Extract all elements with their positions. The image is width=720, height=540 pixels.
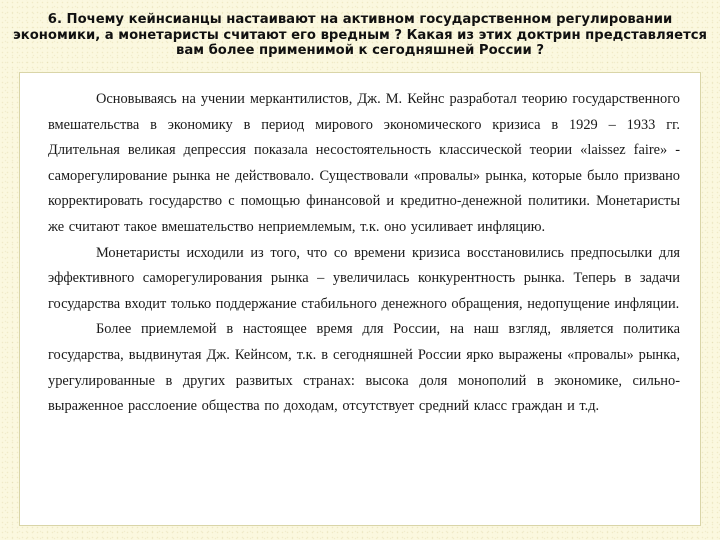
answer-paragraph-monetarists: Монетаристы исходили из того, что со времени кризиса восстановились предпосылки для эффективного саморегулирования рынка – увеличилась конкурентность рынка. Теперь в задачи государства входит только поддержание стабильного денежного обращения, недопущение инфляции. xyxy=(48,244,680,312)
slide-title: 6. Почему кейнсианцы настаивают на активном государственном регулировании экономики, а монетаристы считают его вредным ? Какая из этих доктрин представляется вам более применимой к сегодняшней России ? xyxy=(12,12,708,58)
answer-text-box xyxy=(19,72,701,526)
answer-paragraph-russia: Более приемлемой в настоящее время для России, на наш взгляд, является политика государства, выдвинутая Дж. Кейнсом, т.к. в сегодняшней России ярко выражены «провалы» рынка, урегулированные в других развитых странах: высока доля монополий в экономике, сильно-выраженное расслоение общества по доходам, отсутствует средний класс граждан и т.д. xyxy=(48,321,680,415)
answer-paragraph-keynes: Основываясь на учении меркантилистов, Дж. М. Кейнс разработал теорию государственного вмешательства в экономику в период мирового экономического кризиса в 1929 – 1933 гг. Длительная великая депрессия показала несостоятельность классической теории «laissez faire» - саморегулирование рынка не действовало. Существовали «провалы» рынка, которые было призвано корректировать государство с помощью финансовой и кредитно-денежной политики. Монетаристы же считают такое вмешательство неприемлемым, т.к. оно усиливает инфляцию. xyxy=(48,91,680,235)
